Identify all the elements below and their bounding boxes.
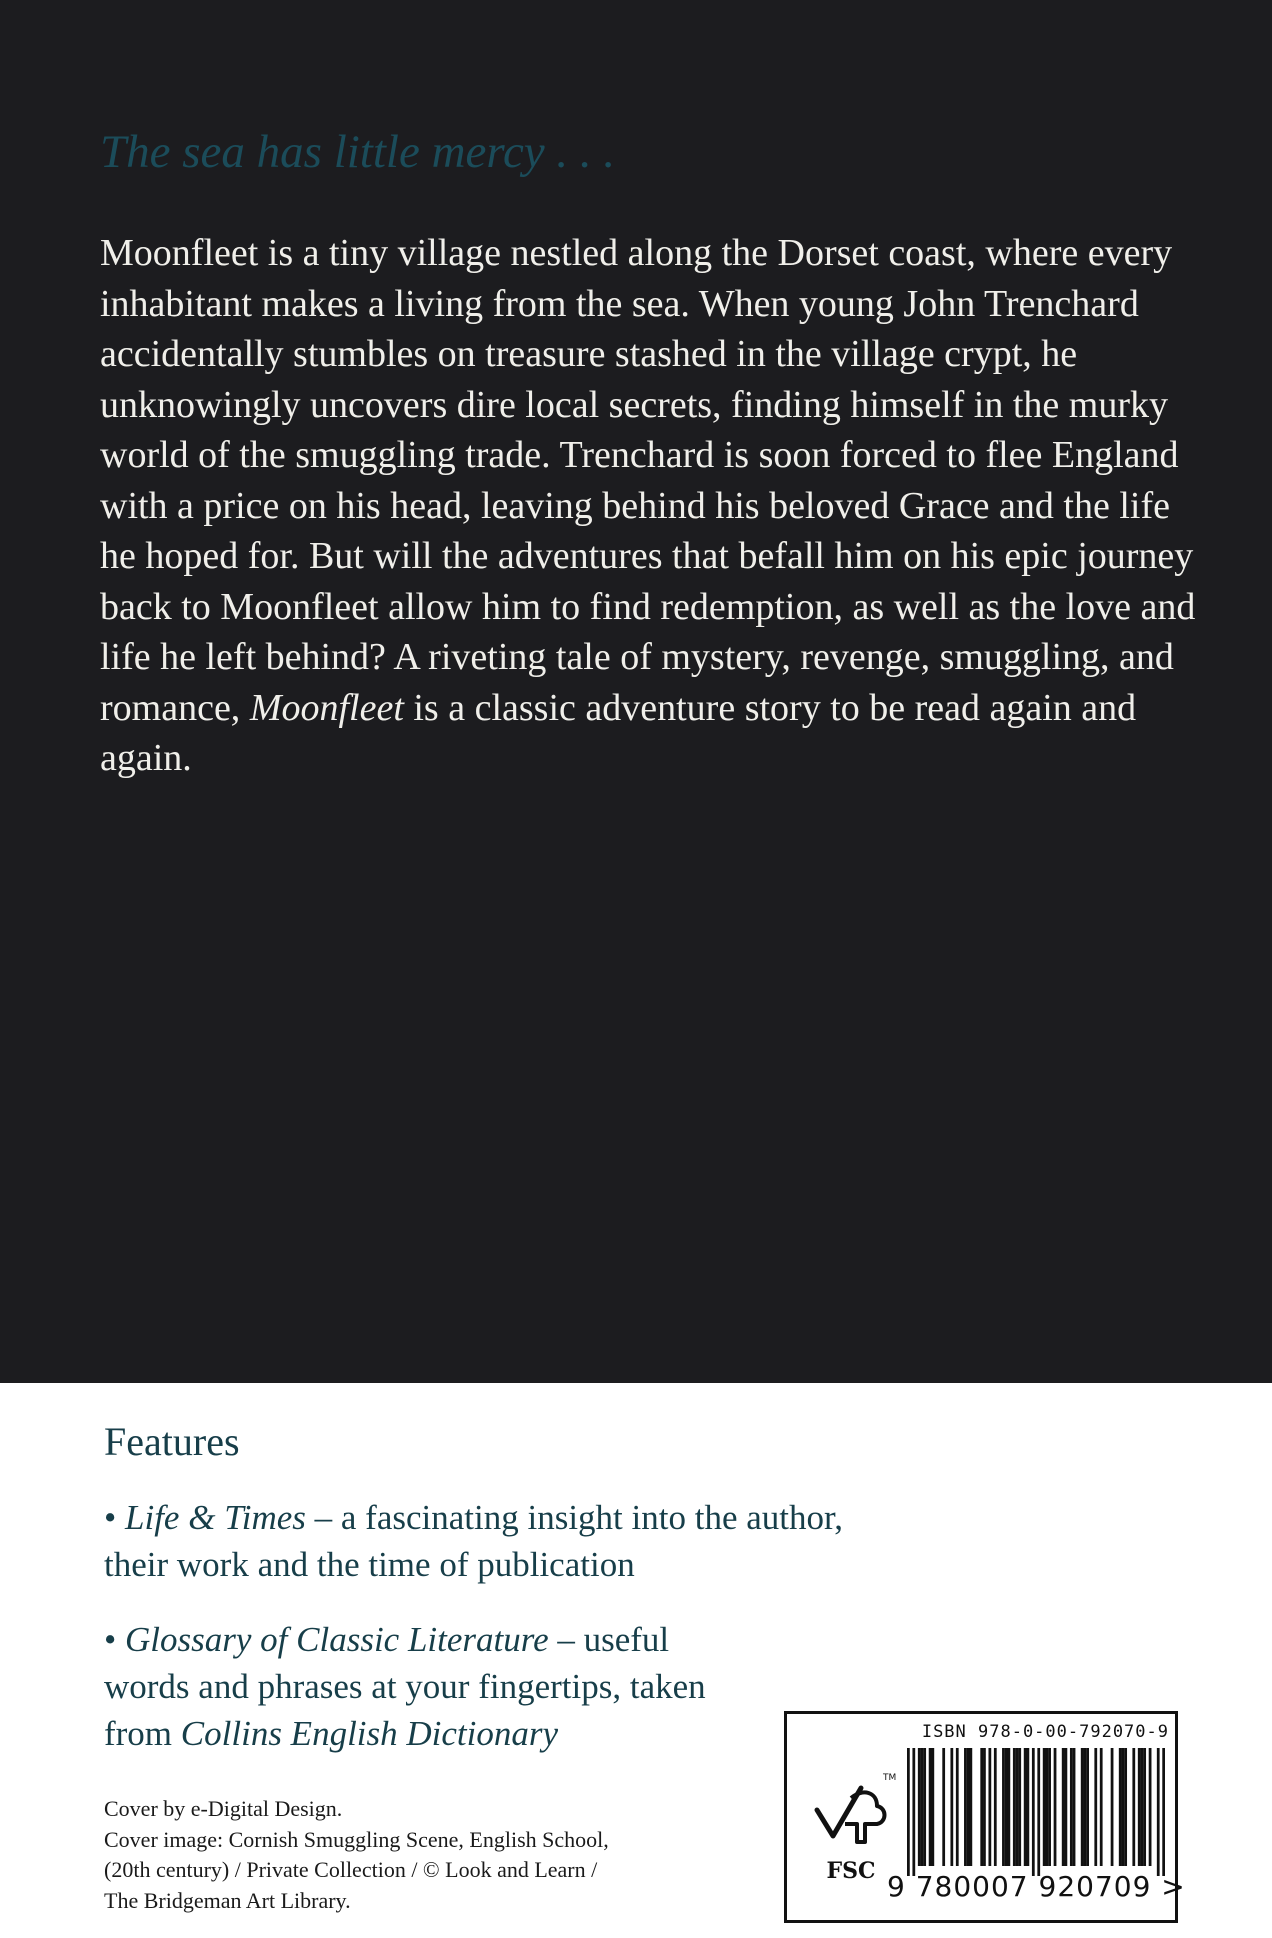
barcode-bar [964, 1748, 967, 1866]
credit-line: The Bridgeman Art Library. [104, 1887, 351, 1913]
barcode-bar [1084, 1748, 1087, 1866]
barcode-bar [950, 1748, 953, 1866]
barcode-bar [929, 1748, 932, 1866]
blurb [100, 228, 1200, 784]
barcode-bar [988, 1748, 991, 1866]
barcode-bar [1086, 1748, 1089, 1866]
barcode-bar [1138, 1748, 1141, 1866]
barcode-bar [1094, 1748, 1097, 1866]
barcode-number: 9 780007 920709 > [887, 1870, 1186, 1903]
isbn-label: ISBN 978-0-00-792070-9 [921, 1722, 1169, 1742]
blurb-text-1: Moonfleet is a tiny village nestled along the Dorset coast, where every inhabitant makes a living from the sea. When young John Trenchard accidentally stumbles on treasure stashed in the village crypt, he unknowingly uncovers dire local secrets, finding himself in the murky world of the smuggling trade. Trenchard is soon forced to flee England with a price on his head, leaving behind his beloved Grace and the life he hoped for. But will the adventures that befall him on his epic journey back to Moonfleet allow him to find redemption, as well as the love and life he left behind? A riveting tale of mystery, revenge, smuggling, and romance, [100, 232, 1196, 729]
feature-life-and-times [104, 1494, 864, 1588]
blurb-book-title: Moonfleet [249, 686, 404, 729]
barcode-bar [1100, 1748, 1103, 1866]
tagline: The sea has little mercy . . . [100, 126, 616, 178]
feature-bullet: • [104, 1620, 126, 1659]
barcode-bar [1141, 1748, 1144, 1866]
barcode-bar [931, 1748, 934, 1866]
barcode-bar [921, 1748, 924, 1866]
barcode-bar [967, 1748, 970, 1866]
credit-line: (20th century) / Private Collection / © Look and Learn / [104, 1857, 598, 1882]
barcode-box [784, 1711, 1186, 1923]
feature-bullet: • [104, 1498, 126, 1537]
barcode-bar [1157, 1748, 1160, 1876]
barcode-bar [1048, 1748, 1051, 1866]
barcode-bar [1054, 1748, 1057, 1866]
feature-source: Collins English Dictionary [180, 1714, 559, 1753]
barcode-bar [1016, 1748, 1019, 1866]
barcode-bar [1124, 1748, 1127, 1866]
barcode-bar [1065, 1748, 1068, 1866]
cover-credits [104, 1794, 704, 1916]
credit-line: Cover image: Cornish Smuggling Scene, English School, [104, 1826, 609, 1852]
credit-line: Cover by e-Digital Design. [104, 1796, 343, 1821]
barcode-bar [907, 1748, 910, 1876]
feature-name: Glossary of Classic Literature [125, 1620, 549, 1659]
feature-description: – useful words and phrases at your fingertips, taken from [104, 1620, 706, 1753]
barcode-bar [1024, 1748, 1027, 1866]
barcode-bar [1081, 1748, 1084, 1866]
barcode-bar [942, 1748, 945, 1866]
barcode-bar [980, 1748, 983, 1866]
barcode-bar [1032, 1748, 1035, 1876]
feature-glossary [104, 1616, 744, 1757]
barcode-bar [918, 1748, 921, 1866]
barcode-bar [1013, 1748, 1016, 1866]
feature-name: Life & Times [125, 1498, 306, 1537]
barcode-bar [1007, 1748, 1010, 1866]
barcode-bar [1026, 1748, 1029, 1866]
features-heading: Features [104, 1419, 240, 1464]
barcode-bar [1119, 1748, 1122, 1866]
barcode-bar [1002, 1748, 1005, 1866]
barcode-bar [1162, 1748, 1165, 1876]
barcode-bar [1111, 1748, 1114, 1866]
barcode-bar [956, 1748, 959, 1866]
fsc-trademark: TM [883, 1773, 897, 1783]
barcode-bar [1018, 1748, 1021, 1866]
barcode-bars [907, 1748, 1165, 1876]
barcode-bar [1037, 1748, 1040, 1876]
feature-description: – a fascinating insight into the author, their work and the time of publication [104, 1498, 843, 1584]
barcode-bar [969, 1748, 972, 1866]
barcode-bar [1132, 1748, 1135, 1866]
barcode-bar [1149, 1748, 1152, 1866]
barcode-bar [1143, 1748, 1146, 1866]
fsc-tree-checkmark-icon [803, 1758, 899, 1886]
barcode-bar [1046, 1748, 1049, 1866]
barcode-bar [994, 1748, 997, 1866]
barcode-bar [1005, 1748, 1008, 1866]
barcode-bar [912, 1748, 915, 1876]
blurb-text-2: is a classic adventure story to be read again and again. [100, 686, 1137, 779]
fsc-label: FSC [826, 1858, 876, 1884]
barcode-bar [1073, 1748, 1076, 1866]
barcode-bar [1062, 1748, 1065, 1866]
barcode-bar [1070, 1748, 1073, 1866]
barcode-bar [1043, 1748, 1046, 1866]
barcode-bar [983, 1748, 986, 1866]
barcode-bar [1122, 1748, 1125, 1866]
barcode-bar [923, 1748, 926, 1866]
